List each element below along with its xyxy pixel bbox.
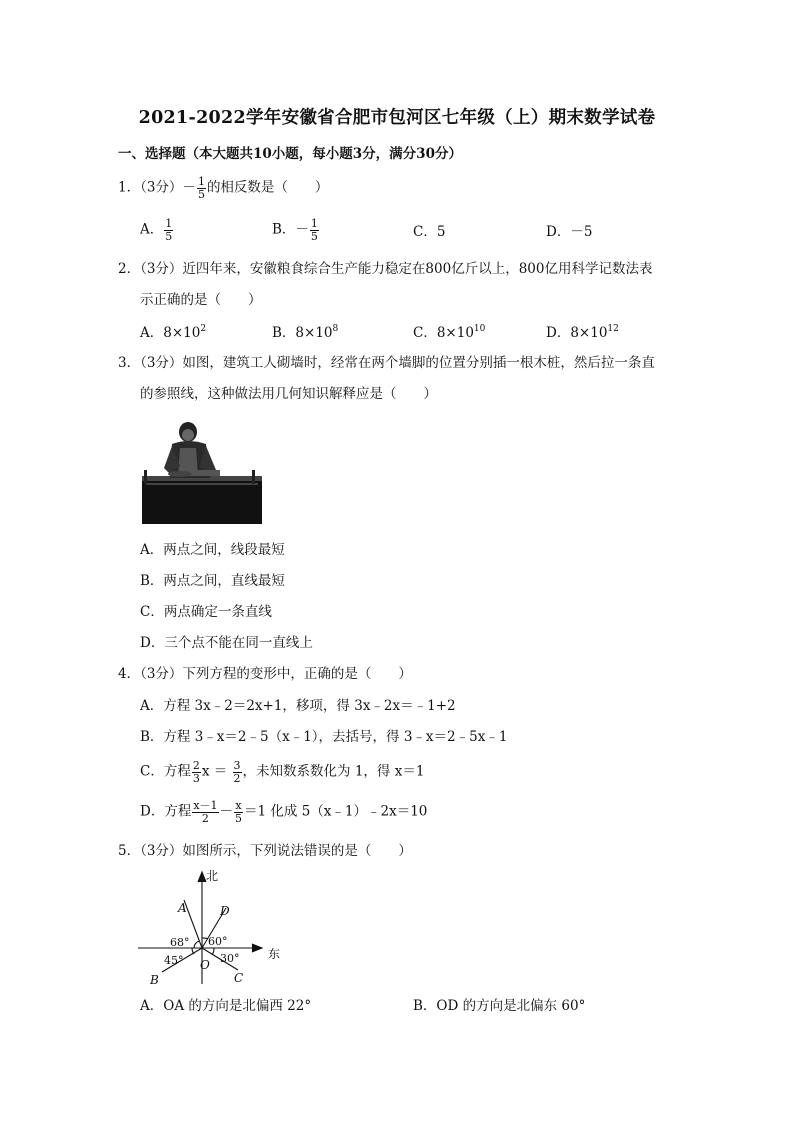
question-1-stem xyxy=(118,176,328,200)
q4-option-d xyxy=(140,800,427,824)
q1-option-b xyxy=(272,218,320,242)
page-title: 2021-2022学年安徽省合肥市包河区七年级（上）期末数学试卷 xyxy=(138,108,656,128)
q1-b-fraction xyxy=(310,218,319,242)
diagram-label-b: B xyxy=(150,973,159,987)
q4-d-pre: D．方程 xyxy=(140,803,192,820)
q4-d-num1: x－1 xyxy=(193,799,218,812)
diagram-angle-68: 68° xyxy=(170,936,190,949)
q2-a-exp: 2 xyxy=(200,324,207,334)
q4-option-a: A．方程 3x﹣2＝2x+1，移项，得 3x﹣2x＝﹣1+2 xyxy=(140,698,456,714)
q3-option-a: A．两点之间，线段最短 xyxy=(140,542,285,558)
q4-option-c xyxy=(140,760,424,784)
question-3-line-2: 的参照线，这种做法用几何知识解释应是（ ） xyxy=(140,386,437,402)
q1-frac-num: 1 xyxy=(197,175,205,188)
q4-option-b: B．方程 3﹣x＝2﹣5（x﹣1），去括号，得 3﹣x＝2﹣5x﹣1 xyxy=(140,729,508,745)
bricklayer-illustration xyxy=(140,418,264,526)
q1-a-den: 5 xyxy=(165,229,173,243)
q2-c-exp: 10 xyxy=(473,324,486,334)
q1-option-d: D．－5 xyxy=(546,224,593,240)
diagram-angle-60: 60° xyxy=(208,935,228,948)
question-2-line-2: 示正确的是（ ） xyxy=(140,292,262,308)
diagram-label-d: D xyxy=(220,904,230,918)
q2-option-a xyxy=(140,325,206,341)
q3-option-b: B．两点之间，直线最短 xyxy=(140,573,285,589)
q4-c-post: ，未知数系数化为 1，得 x＝1 xyxy=(242,763,425,780)
q1-b-den: 5 xyxy=(310,229,318,243)
q2-a-base: A．8×10 xyxy=(140,325,201,341)
q1-option-a xyxy=(140,218,174,242)
q1-stem-pre: 1．（3分）－ xyxy=(118,179,196,196)
q2-option-d xyxy=(546,325,619,341)
diagram-label-c: C xyxy=(234,971,244,985)
question-4-stem: 4．（3分）下列方程的变形中，正确的是（ ） xyxy=(118,666,412,682)
q4-c-den1: 3 xyxy=(192,771,200,785)
q4-c-num2: 3 xyxy=(233,759,241,772)
q3-option-c: C．两点确定一条直线 xyxy=(140,604,272,620)
q1-b-num: 1 xyxy=(310,217,318,230)
q2-c-base: C．8×10 xyxy=(413,325,474,341)
q1-option-c: C．5 xyxy=(413,224,446,240)
q5-option-b: B．OD 的方向是北偏东 60° xyxy=(413,998,586,1014)
q4-c-fraction-1 xyxy=(192,760,201,784)
q1-a-label: A． xyxy=(140,221,164,238)
question-2-line-1: 2．（3分）近四年来，安徽粮食综合生产能力稳定在800亿斤以上，800亿用科学记数法表 xyxy=(118,261,653,277)
question-5-stem: 5．（3分）如图所示，下列说法错误的是（ ） xyxy=(118,843,412,859)
diagram-angle-45: 45° xyxy=(164,954,184,967)
q4-d-fraction-2 xyxy=(234,800,243,824)
diagram-angle-30: 30° xyxy=(220,952,240,965)
q4-c-pre: C．方程 xyxy=(140,763,191,780)
diagram-label-east: 东 xyxy=(268,947,281,961)
diagram-label-o: O xyxy=(200,958,210,972)
q4-d-fraction-1 xyxy=(192,800,218,824)
q5-option-a: A．OA 的方向是北偏西 22° xyxy=(140,998,312,1014)
q4-c-den2: 2 xyxy=(233,771,241,785)
q4-d-minus: － xyxy=(219,803,234,820)
q2-b-base: B．8×10 xyxy=(272,325,333,341)
q1-a-fraction xyxy=(164,218,173,242)
q2-d-base: D．8×10 xyxy=(546,325,608,341)
q4-d-num2: x xyxy=(235,799,242,812)
q4-d-post: ＝1 化成 5（x﹣1）﹣2x＝10 xyxy=(244,803,428,820)
direction-angle-diagram xyxy=(134,866,294,990)
q1-fraction xyxy=(197,176,206,200)
diagram-label-a: A xyxy=(178,901,187,915)
q4-c-num1: 2 xyxy=(192,759,200,772)
section-heading: 一、选择题（本大题共10小题，每小题3分，满分30分） xyxy=(118,146,462,162)
q4-c-mid: x ＝ xyxy=(201,763,228,780)
q1-a-num: 1 xyxy=(165,217,173,230)
q4-d-den2: 5 xyxy=(235,811,243,825)
q2-b-exp: 8 xyxy=(332,324,339,334)
q4-d-den1: 2 xyxy=(201,811,209,825)
q3-option-d: D．三个点不能在同一直线上 xyxy=(140,635,313,651)
q1-b-label: B．－ xyxy=(272,221,309,238)
q1-frac-den: 5 xyxy=(197,187,205,201)
q2-option-c xyxy=(413,325,485,341)
q2-option-b xyxy=(272,325,338,341)
question-3-line-1: 3．（3分）如图，建筑工人砌墙时，经常在两个墙脚的位置分别插一根木桩，然后拉一条直 xyxy=(118,355,655,371)
q1-stem-post: 的相反数是（ ） xyxy=(206,179,329,196)
q2-d-exp: 12 xyxy=(607,324,619,334)
diagram-label-north: 北 xyxy=(206,869,219,883)
q4-c-fraction-2 xyxy=(233,760,242,784)
